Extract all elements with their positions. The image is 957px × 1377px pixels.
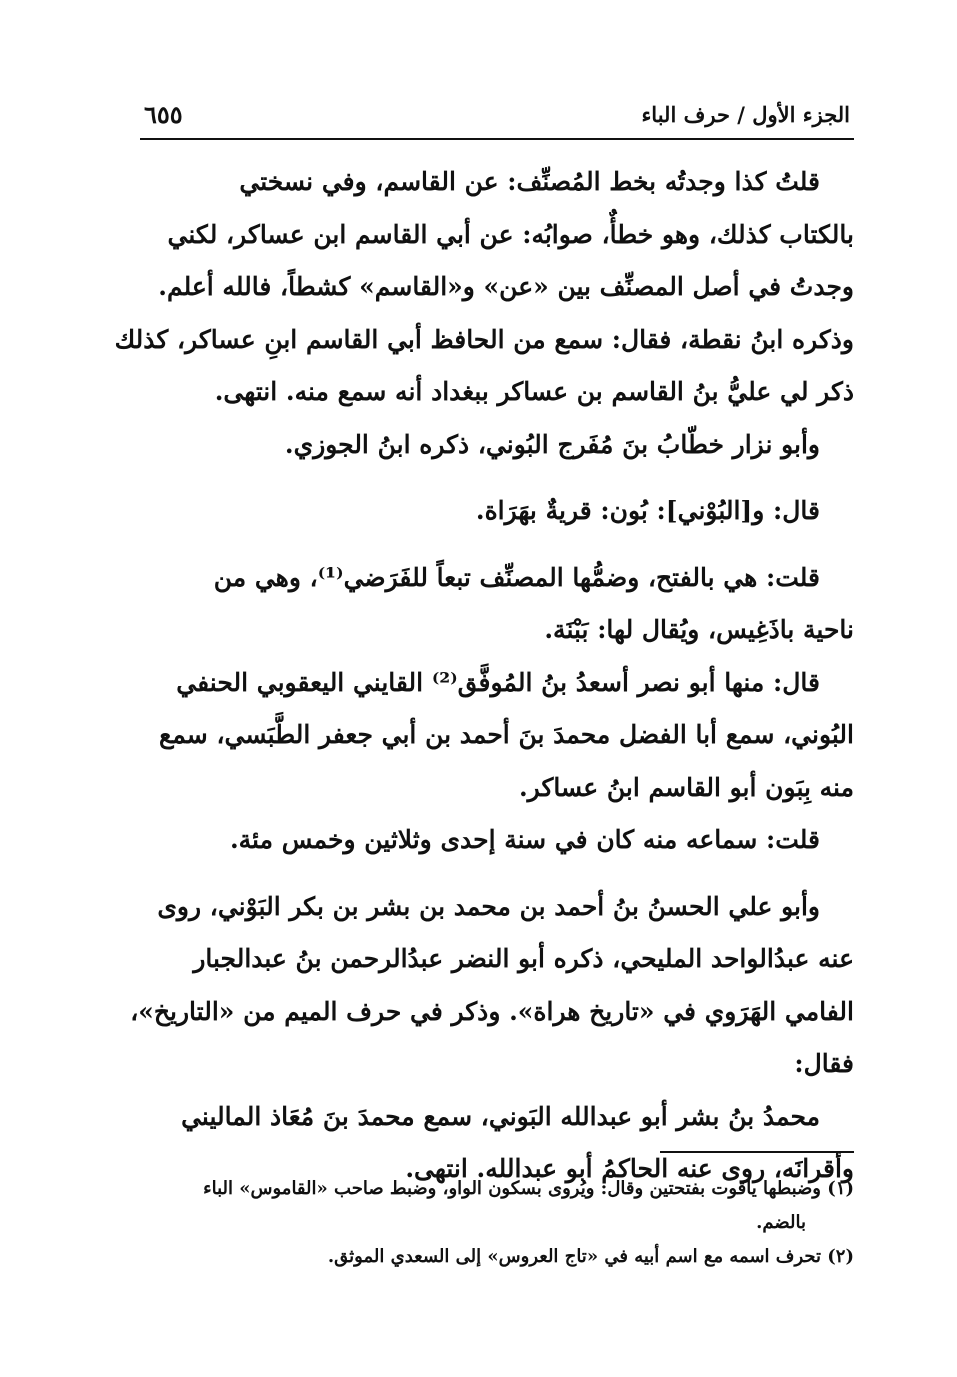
footnote-divider <box>660 1151 854 1153</box>
paragraph-2 <box>140 419 854 472</box>
running-title: الجزء الأول / حرف الباء <box>641 102 850 127</box>
paragraph-5 <box>140 657 854 815</box>
text-line: وأقرانَه، روى عنه الحاكمُ أبو عبدالله. انتهى. <box>405 1154 854 1183</box>
text-line: منه بِبَون أبو القاسم ابنُ عساكر. <box>518 772 854 802</box>
text-line: وأبو نزار خطّابُ بنَ مُفَرج البُوني، ذكره ابنُ الجوزي. <box>284 429 820 459</box>
paragraph-7 <box>130 881 854 1091</box>
footnotes <box>140 1172 854 1274</box>
paragraph-3 <box>140 485 854 538</box>
text-line: قال: و[البُوْني]: بُون: قريةٌ بهَرَاة. <box>475 496 820 525</box>
page-header <box>140 98 854 140</box>
footnote-1-continuation: بالضم. <box>756 1212 806 1233</box>
text-line: وجدتُ في أصل المصنِّف بين «عن» و«القاسم» كشطاً، فالله أعلم. <box>158 272 854 301</box>
text-line: قلت: سماعه منه كان في سنة إحدى وثلاثين وخمس مئة. <box>229 825 820 854</box>
paragraph-4 <box>140 552 854 657</box>
main-text <box>114 156 854 1196</box>
text-line: عنه عبدُالواحد المليحي، ذكره أبو النضر عبدُالرحمن بنُ عبدالجبار <box>193 944 854 973</box>
text-line: قلت: هي بالفتح، وضمُّها المصنِّف تبعاً للفَرَضي⁽¹⁾، وهي من <box>213 562 820 592</box>
text-line: محمدُ بنُ بشر أبو عبدالله البَوني، سمع محمدَ بنَ مُعَاذ الماليني <box>181 1101 820 1131</box>
text-line: بالكتاب كذلك، وهو خطأٌ، صوابُه: عن أبي القاسم ابن عساكر، لكني <box>167 219 854 249</box>
text-line: فقال: <box>794 1049 854 1078</box>
text-line: قلتُ كذا وجدتُه بخط المُصنِّف: عن القاسم، وفي نسختي <box>239 167 820 196</box>
text-line: البُوني، سمع أبا الفضل محمدَ بنَ أحمد بن أبي جعفر الطَّبَسي، سمع <box>159 720 854 749</box>
text-line: وأبو علي الحسنُ بنُ أحمد بن محمد بن بشر بن بكر البَوْني، روى <box>157 891 820 921</box>
text-line: وذكره ابنُ نقطة، فقال: سمع من الحافظ أبي القاسم ابنِ عساكر، كذلك <box>114 324 854 354</box>
text-line: ناحية باذَغِيس، ويُقال لها: بَبْنَة. <box>544 615 854 644</box>
text-line: الفامي الهَرَوي في «تاريخ هراة». وذكر في حرف الميم من «التاريخ»، <box>130 996 854 1026</box>
page-number: ٦٥٥ <box>144 100 183 129</box>
footnote-2: (٢) تحرف اسمه مع اسم أبيه في «تاج العروس» إلى السعدي الموثق. <box>327 1246 854 1267</box>
footnote-1: (١) وضبطها ياقوت بفتحتين وقال: ويُروى بسكون الواو، وضبط صاحب «القاموس» الباء <box>203 1178 854 1199</box>
text-line: ذكر لي عليُّ بنُ القاسم بن عساكر ببغداد أنه سمع منه. انتهى. <box>214 377 854 406</box>
paragraph-6 <box>140 814 854 867</box>
text-line: قال: منها أبو نصر أسعدُ بنُ المُوفَّق⁽²⁾ القايني اليعقوبي الحنفي <box>176 667 820 697</box>
paragraph-1 <box>114 156 854 419</box>
